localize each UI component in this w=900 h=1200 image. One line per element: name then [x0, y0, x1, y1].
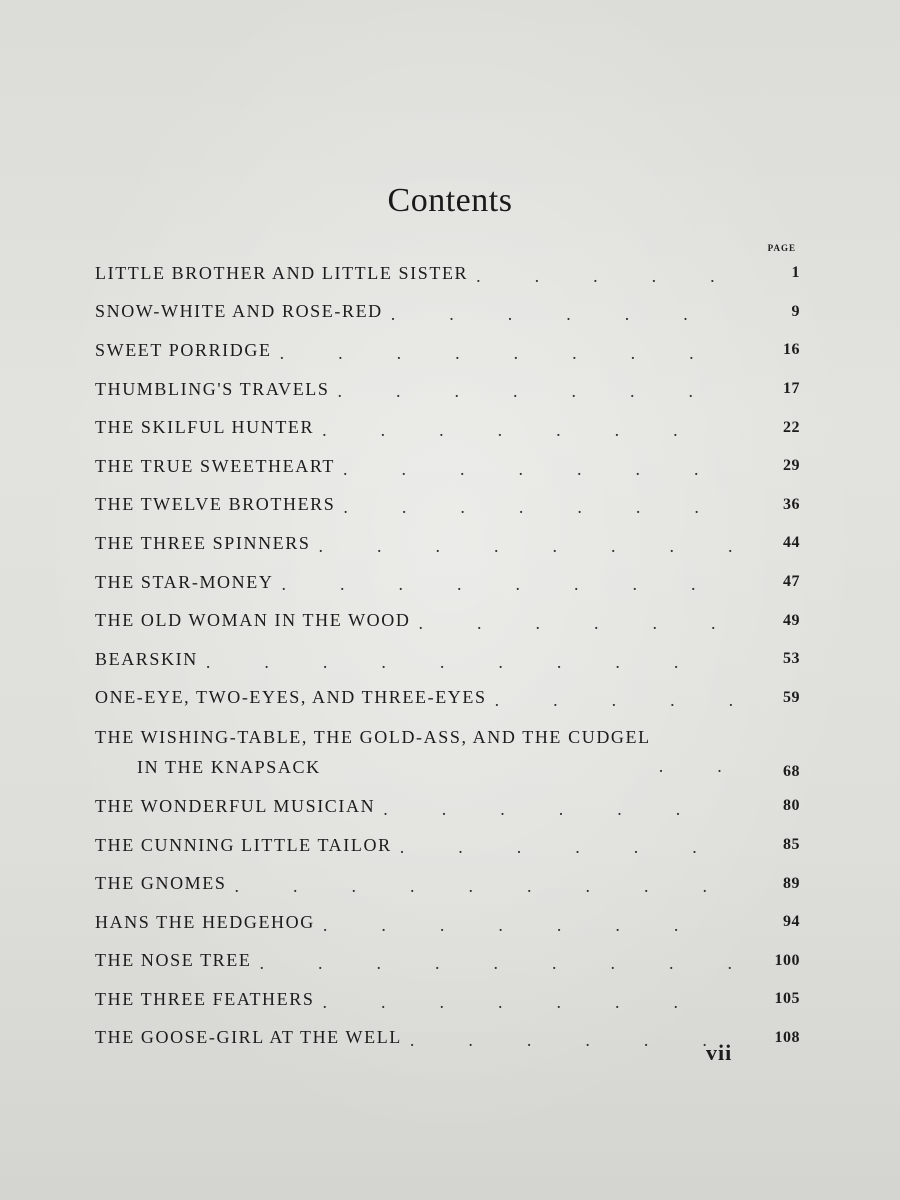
toc-entry	[95, 679, 800, 718]
toc-entry	[95, 447, 800, 486]
entry-page-number: 80	[783, 797, 800, 815]
toc-entry	[95, 524, 800, 563]
dot-leader	[343, 497, 732, 524]
dot-leader	[235, 876, 733, 903]
entry-title: THE THREE FEATHERS	[95, 988, 315, 1009]
dot-leader	[418, 613, 732, 640]
dot-leader	[400, 837, 732, 864]
entry-title: THE NOSE TREE	[95, 950, 252, 971]
entry-title: ONE-EYE, TWO-EYES, AND THREE-EYES	[95, 687, 487, 708]
toc-entry	[95, 980, 800, 1019]
entry-page-number: 47	[783, 573, 800, 591]
dot-leader	[476, 266, 732, 293]
entry-title-line-2: IN THE KNAPSACK	[137, 757, 321, 778]
entry-title: HANS THE HEDGEHOG	[95, 911, 315, 932]
dot-leader	[383, 799, 732, 826]
entry-title: THE STAR-MONEY	[95, 571, 274, 592]
entry-page-number: 9	[791, 302, 800, 320]
toc-entry	[95, 787, 800, 826]
dot-leader	[343, 459, 732, 486]
toc-entry	[95, 254, 800, 293]
page-column-label: PAGE	[767, 243, 796, 253]
entry-page-number: 22	[783, 418, 800, 436]
dot-leader	[338, 381, 733, 408]
dot-leader	[322, 992, 732, 1019]
page-folio-number: vii	[706, 1040, 733, 1065]
toc-entry	[95, 331, 800, 370]
entry-page-number: 17	[783, 380, 800, 398]
entry-page-number: 16	[783, 341, 800, 359]
entry-page-number: 1	[791, 264, 800, 282]
entry-page-number: 59	[783, 688, 800, 706]
toc-entry	[95, 942, 800, 981]
entry-title: THE WONDERFUL MUSICIAN	[95, 795, 376, 816]
page-title: Contents	[387, 182, 513, 219]
toc-entry	[95, 601, 800, 640]
entry-title: THE THREE SPINNERS	[95, 532, 311, 553]
entry-page-number: 94	[783, 913, 800, 931]
toc-entry	[95, 903, 800, 942]
toc-entry	[95, 640, 800, 679]
entry-page-number: 44	[783, 534, 800, 552]
toc-entry	[95, 717, 800, 787]
toc-entry	[95, 486, 800, 525]
entry-title: THE CUNNING LITTLE TAILOR	[95, 834, 392, 855]
entry-page-number: 53	[783, 650, 800, 668]
dot-leader	[410, 1030, 732, 1057]
entry-title: THE TWELVE BROTHERS	[95, 494, 336, 515]
toc-entry	[95, 370, 800, 409]
dot-leader	[318, 536, 732, 563]
toc-entry	[95, 293, 800, 332]
entry-page-number: 36	[783, 495, 800, 513]
entry-title: THE GNOMES	[95, 873, 227, 894]
entry-title	[95, 722, 651, 782]
toc-entry	[95, 408, 800, 447]
entry-title: BEARSKIN	[95, 648, 198, 669]
entry-title-line-1: THE WISHING-TABLE, THE GOLD-ASS, AND THE CUDGEL	[95, 727, 651, 748]
entry-title: THE OLD WOMAN IN THE WOOD	[95, 610, 411, 631]
entry-title: THE SKILFUL HUNTER	[95, 417, 315, 438]
entry-title: LITTLE BROTHER AND LITTLE SISTER	[95, 262, 469, 283]
dot-leader	[323, 915, 732, 942]
dot-leader	[206, 652, 732, 679]
entry-page-number: 108	[774, 1028, 800, 1046]
toc-entry	[95, 1019, 800, 1058]
dot-leader	[280, 343, 732, 370]
dot-leader	[322, 420, 732, 447]
entry-page-number: 29	[783, 457, 800, 475]
toc-entry	[95, 826, 800, 865]
entry-page-number: 85	[783, 836, 800, 854]
dot-leader	[495, 690, 732, 717]
entry-page-number: 89	[783, 874, 800, 892]
entry-page-number: 100	[774, 951, 800, 969]
entry-page-number: 105	[774, 990, 800, 1008]
dot-leader	[281, 574, 732, 601]
entry-title: SNOW-WHITE AND ROSE-RED	[95, 301, 383, 322]
entry-page-number: 68	[783, 763, 800, 781]
entry-title: THE TRUE SWEETHEART	[95, 455, 335, 476]
table-of-contents	[95, 254, 800, 1057]
entry-title: THUMBLING'S TRAVELS	[95, 378, 330, 399]
dot-leader	[391, 304, 732, 331]
toc-entry	[95, 563, 800, 602]
entry-page-number: 49	[783, 611, 800, 629]
dot-leader	[259, 953, 732, 980]
toc-entry	[95, 864, 800, 903]
dot-leader	[659, 756, 732, 787]
entry-title: THE GOOSE-GIRL AT THE WELL	[95, 1027, 402, 1048]
entry-title: SWEET PORRIDGE	[95, 339, 272, 360]
